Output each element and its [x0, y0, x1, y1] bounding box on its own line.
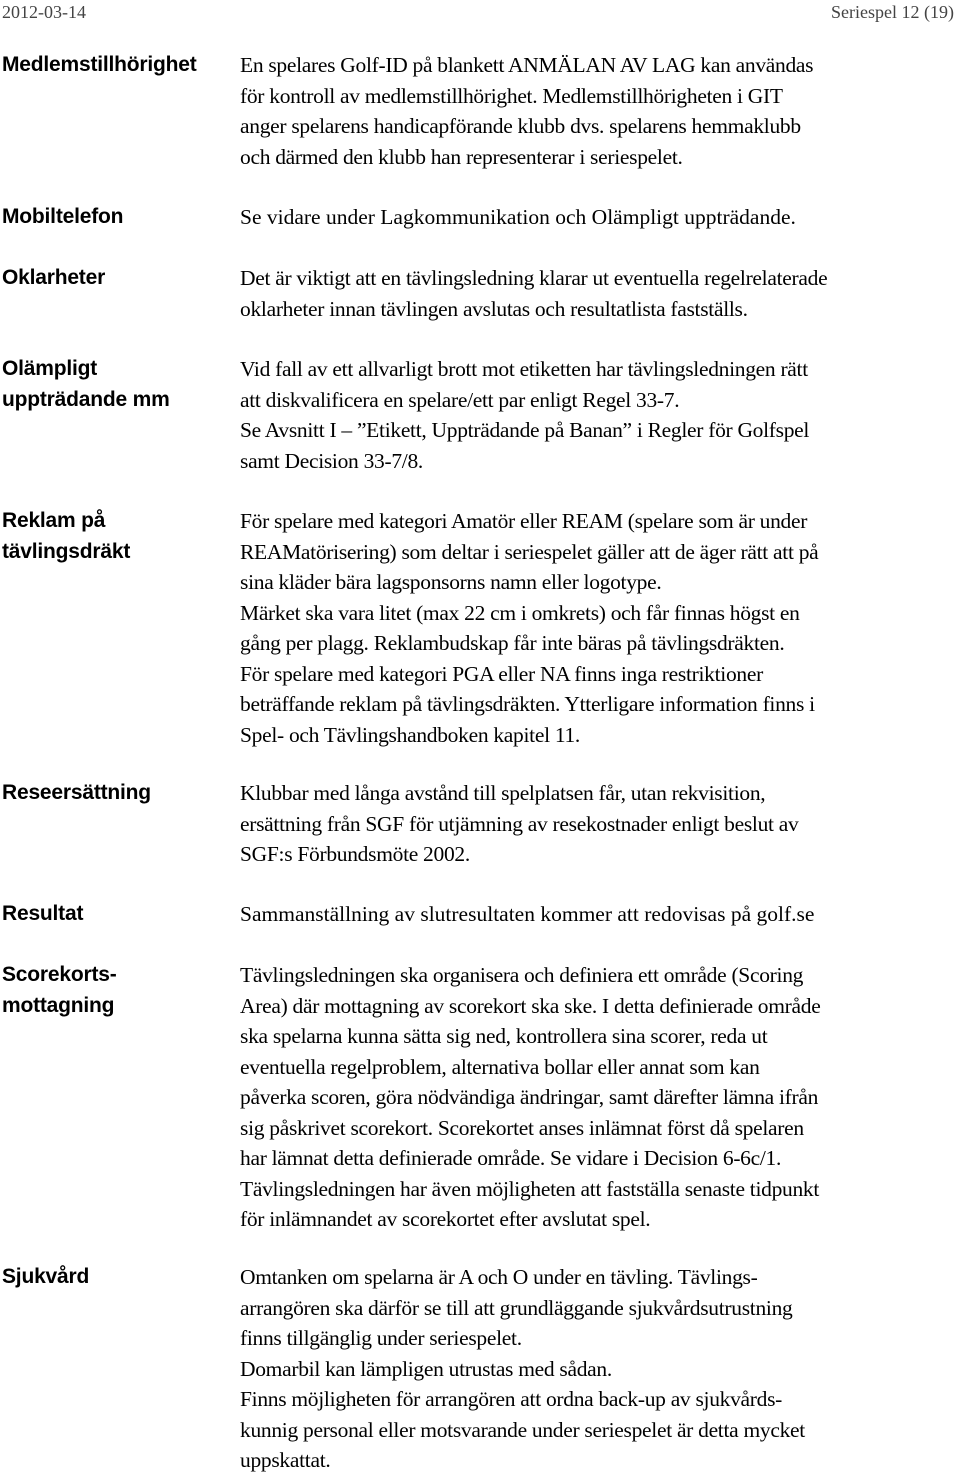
section-text	[240, 960, 960, 1235]
text-line: finns tillgänglig under seriespelet.	[240, 1326, 522, 1350]
text-line: Omtanken om spelarna är A och O under en tävling. Tävlings-	[240, 1265, 758, 1289]
section-text	[240, 778, 960, 870]
text-line: gång per plagg. Reklambudskap får inte bäras på tävlingsdräkten.	[240, 631, 785, 655]
text-line: Tävlingsledningen har även möjligheten att fastställa senaste tidpunkt	[240, 1176, 820, 1201]
text-line: för kontroll av medlemstillhörighet. Medlemstillhörigheten i GIT	[240, 83, 783, 108]
text-line: sina kläder bära lagsponsorns namn eller logotype.	[240, 570, 662, 594]
text-line: Se vidare under Lagkommunikation och Olämpligt uppträdande.	[240, 205, 796, 229]
section-label: Oklarheter	[2, 266, 106, 289]
section-label: Medlemstillhörighet	[2, 53, 197, 76]
text-line: Märket ska vara litet (max 22 cm i omkrets) och får finnas högst en	[240, 600, 800, 625]
text-line: sig påskrivet scorekort. Scorekortet anses inlämnat först då spelaren	[240, 1115, 804, 1140]
text-line: Vid fall av ett allvarligt brott mot etiketten har tävlingsledningen rätt	[240, 357, 808, 381]
section-label	[2, 506, 232, 567]
text-line: ska spelarna kunna sätta sig ned, kontrollera sina scorer, reda ut	[240, 1024, 768, 1048]
text-line: samt Decision 33-7/8.	[240, 448, 423, 473]
section-label: Reseersättning	[2, 781, 151, 804]
section-text	[240, 50, 960, 172]
section-text	[240, 506, 960, 750]
text-line: REAMatörisering) som deltar i seriespelet gäller att de äger rätt att på	[240, 539, 819, 564]
text-line: anger spelarens handicapförande klubb dvs. spelarens hemmaklubb	[240, 114, 801, 138]
text-line: En spelares Golf-ID på blankett ANMÄLAN AV LAG kan användas	[240, 53, 814, 77]
section-label-line: uppträdande mm	[2, 387, 170, 411]
section-text	[240, 899, 960, 930]
section-label: Resultat	[2, 902, 84, 925]
text-line: Spel- och Tävlingshandboken kapitel 11.	[240, 722, 580, 747]
text-line: påverka scoren, göra nödvändiga ändringar, samt därefter lämna ifrån	[240, 1085, 819, 1109]
text-line: uppskattat.	[240, 1448, 331, 1472]
section-label: Sjukvård	[2, 1265, 90, 1288]
page-number: Seriespel 12 (19)	[831, 2, 954, 22]
section-text	[240, 202, 960, 233]
text-line: Sammanställning av slutresultaten kommer att redovisas på golf.se	[240, 902, 815, 926]
section-label-line: Olämpligt	[2, 357, 98, 380]
text-line: eventuella regelproblem, alternativa bollar eller annat som kan	[240, 1054, 760, 1079]
text-line: SGF:s Förbundsmöte 2002.	[240, 842, 470, 866]
text-line: och därmed den klubb han representerar i seriespelet.	[240, 144, 683, 169]
section-label	[2, 354, 232, 415]
text-line: för inlämnandet av scorekortet efter avslutat spel.	[240, 1207, 651, 1231]
page-header	[0, 0, 960, 24]
text-line: har lämnat detta definierade område. Se vidare i Decision 6-6c/1.	[240, 1146, 782, 1170]
text-line: arrangören ska därför se till att grundläggande sjukvårdsutrustning	[240, 1295, 793, 1320]
text-line: Se Avsnitt I – ”Etikett, Uppträdande på Banan” i Regler för Golfspel	[240, 418, 810, 442]
text-line: För spelare med kategori Amatör eller REAM (spelare som är under	[240, 509, 808, 533]
section-label: Mobiltelefon	[2, 205, 124, 228]
section-label-line: Reklam på	[2, 509, 106, 532]
text-line: För spelare med kategori PGA eller NA finns inga restriktioner	[240, 661, 763, 686]
document-date: 2012-03-14	[2, 2, 86, 22]
section-text	[240, 1262, 960, 1476]
text-line: Domarbil kan lämpligen utrustas med sådan.	[240, 1356, 612, 1381]
section-text	[240, 354, 960, 476]
section-label	[2, 960, 232, 1021]
text-line: Finns möjligheten för arrangören att ordna back-up av sjukvårds-	[240, 1387, 783, 1411]
text-line: Klubbar med långa avstånd till spelplatsen får, utan rekvisition,	[240, 781, 766, 805]
section-label-line: mottagning	[2, 993, 115, 1017]
section-label-line: Scorekorts-	[2, 963, 117, 986]
text-line: beträffande reklam på tävlingsdräkten. Ytterligare information finns i	[240, 692, 815, 716]
section-label-line: tävlingsdräkt	[2, 539, 131, 563]
text-line: Tävlingsledningen ska organisera och definiera ett område (Scoring	[240, 963, 804, 987]
section-text	[240, 263, 960, 324]
text-line: Area) där mottagning av scorekort ska ske. I detta definierade område	[240, 993, 821, 1018]
text-line: att diskvalificera en spelare/ett par enligt Regel 33-7.	[240, 387, 680, 412]
text-line: ersättning från SGF för utjämning av resekostnader enligt beslut av	[240, 811, 799, 836]
text-line: kunnig personal eller motsvarande under seriespelet är detta mycket	[240, 1417, 805, 1442]
text-line: oklarheter innan tävlingen avslutas och resultatlista fastställs.	[240, 296, 748, 321]
text-line: Det är viktigt att en tävlingsledning klarar ut eventuella regelrelaterade	[240, 266, 828, 290]
